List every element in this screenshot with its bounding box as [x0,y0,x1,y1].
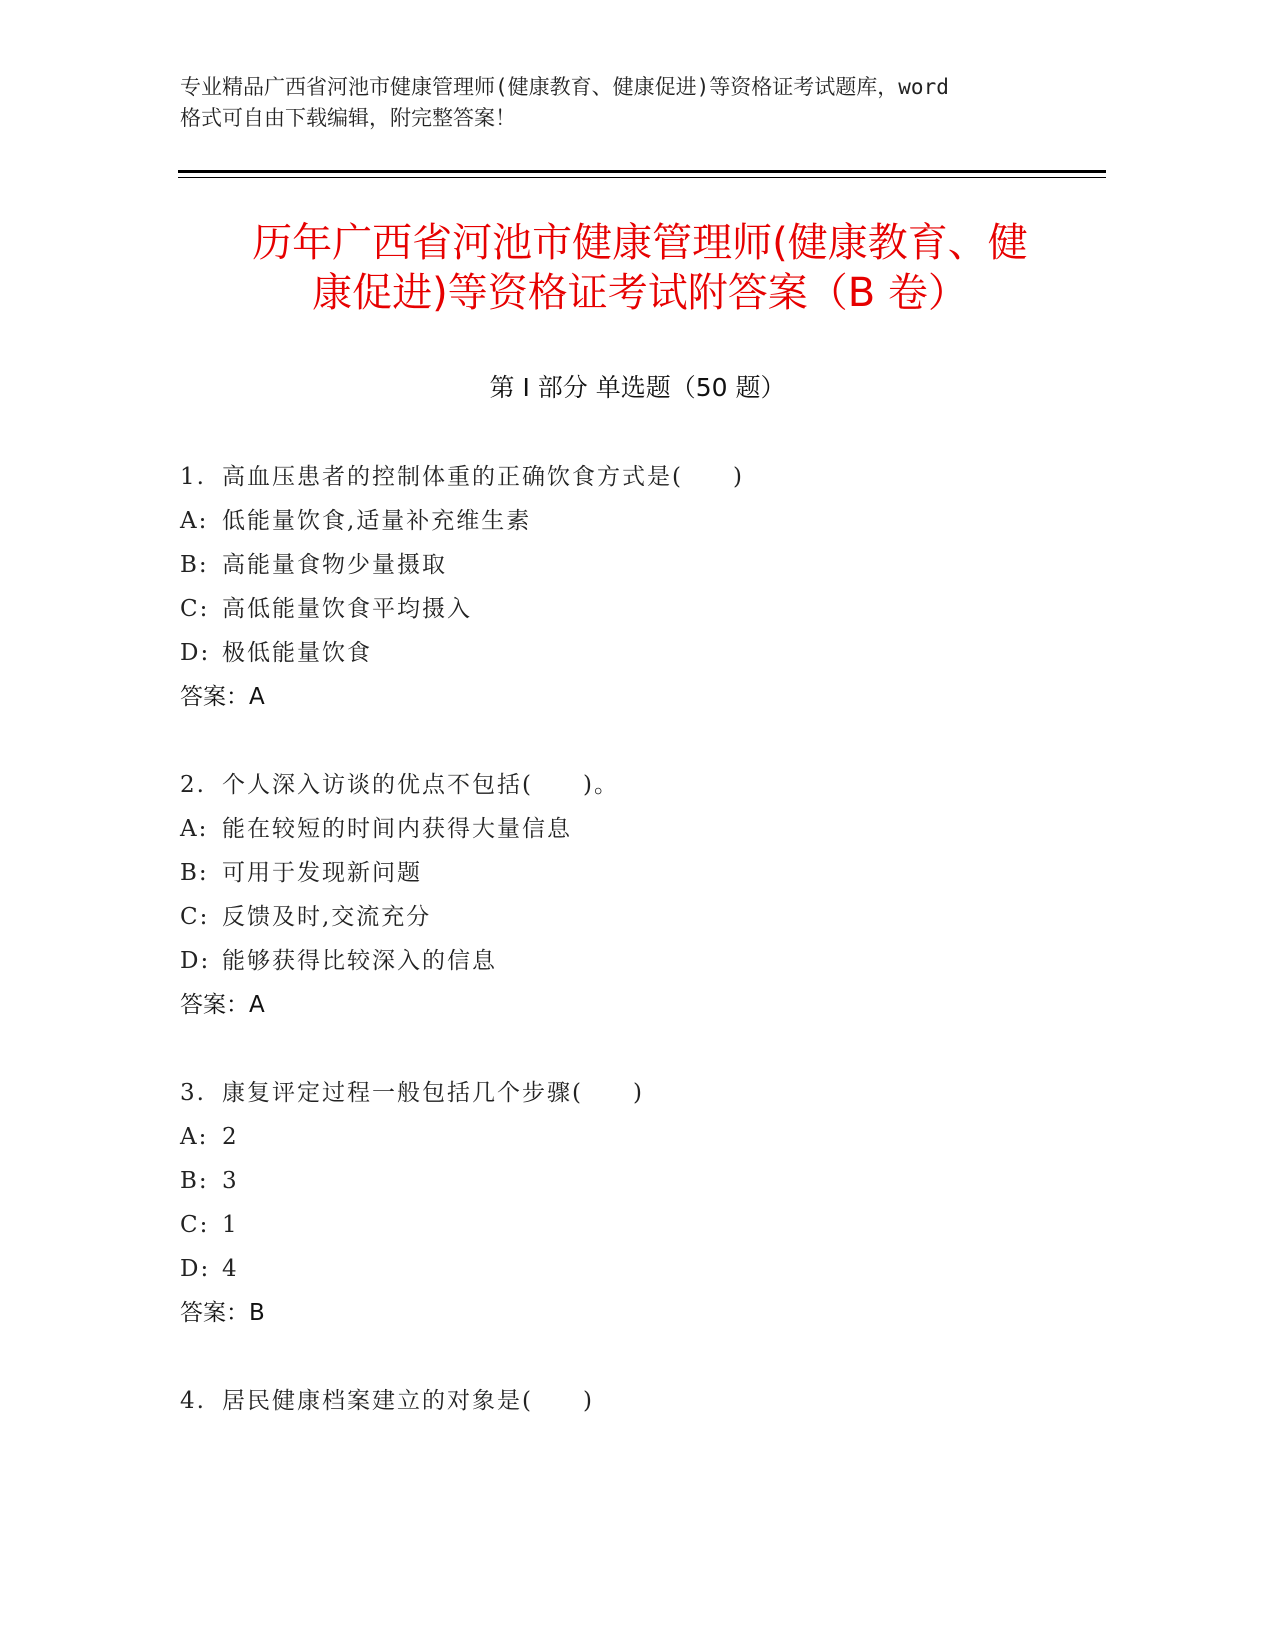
header-note-line-1: 专业精品广西省河池市健康管理师(健康教育、健康促进)等资格证考试题库，word [180,75,949,99]
header-note [180,72,1060,134]
question-text: 居民健康档案建立的对象是( ) [222,1388,594,1414]
question-stem [180,763,1080,807]
option-b [180,851,1080,895]
header-divider-thin [178,177,1106,178]
document-title [160,218,1120,318]
option-key: D: [180,640,211,666]
option-text: 3 [222,1168,239,1194]
option-key: B: [180,860,209,886]
option-key: B: [180,1168,209,1194]
option-b [180,1159,1080,1203]
option-d [180,1247,1080,1291]
option-key: B: [180,552,209,578]
option-key: C: [180,596,210,622]
option-d [180,939,1080,983]
question-2 [180,763,1080,1027]
option-text: 反馈及时,交流充分 [222,904,432,930]
option-c [180,1203,1080,1247]
header-divider-thick [178,170,1106,173]
option-text: 高低能量饮食平均摄入 [222,596,472,622]
header-note-line-2: 格式可自由下载编辑，附完整答案！ [180,106,516,130]
option-text: 高能量食物少量摄取 [222,552,447,578]
question-number: 2. [180,772,206,798]
question-list [180,455,1080,1467]
document-title-line-1: 历年广西省河池市健康管理师(健康教育、健 [252,220,1028,266]
option-key: A: [180,508,209,534]
answer-line: 答案：B [180,1300,265,1326]
option-a [180,499,1080,543]
option-key: C: [180,1212,210,1238]
question-stem [180,1379,1080,1423]
option-d [180,631,1080,675]
option-text: 能在较短的时间内获得大量信息 [222,816,572,842]
option-key: A: [180,1124,209,1150]
question-number: 1. [180,464,206,490]
option-text: 极低能量饮食 [222,640,372,666]
question-number: 3. [180,1080,206,1106]
option-text: 可用于发现新问题 [222,860,422,886]
document-title-line-2: 康促进)等资格证考试附答案（B 卷） [312,270,968,316]
option-c [180,587,1080,631]
option-text: 低能量饮食,适量补充维生素 [222,508,532,534]
option-c [180,895,1080,939]
question-number: 4. [180,1388,206,1414]
option-key: C: [180,904,210,930]
option-text: 4 [222,1256,239,1282]
question-4 [180,1379,1080,1423]
option-key: D: [180,1256,211,1282]
option-text: 能够获得比较深入的信息 [222,948,497,974]
answer-line: 答案：A [180,684,265,710]
question-text: 康复评定过程一般包括几个步骤( ) [222,1080,644,1106]
question-stem [180,1071,1080,1115]
question-text: 个人深入访谈的优点不包括( )。 [222,772,619,798]
question-stem [180,455,1080,499]
option-a [180,807,1080,851]
option-a [180,1115,1080,1159]
question-text: 高血压患者的控制体重的正确饮食方式是( ) [222,464,744,490]
question-1 [180,455,1080,719]
option-b [180,543,1080,587]
option-key: A: [180,816,209,842]
question-3 [180,1071,1080,1335]
option-text: 1 [222,1212,239,1238]
option-text: 2 [222,1124,239,1150]
option-key: D: [180,948,211,974]
section-title: 第 I 部分 单选题（50 题） [489,373,786,402]
answer-line: 答案：A [180,992,265,1018]
